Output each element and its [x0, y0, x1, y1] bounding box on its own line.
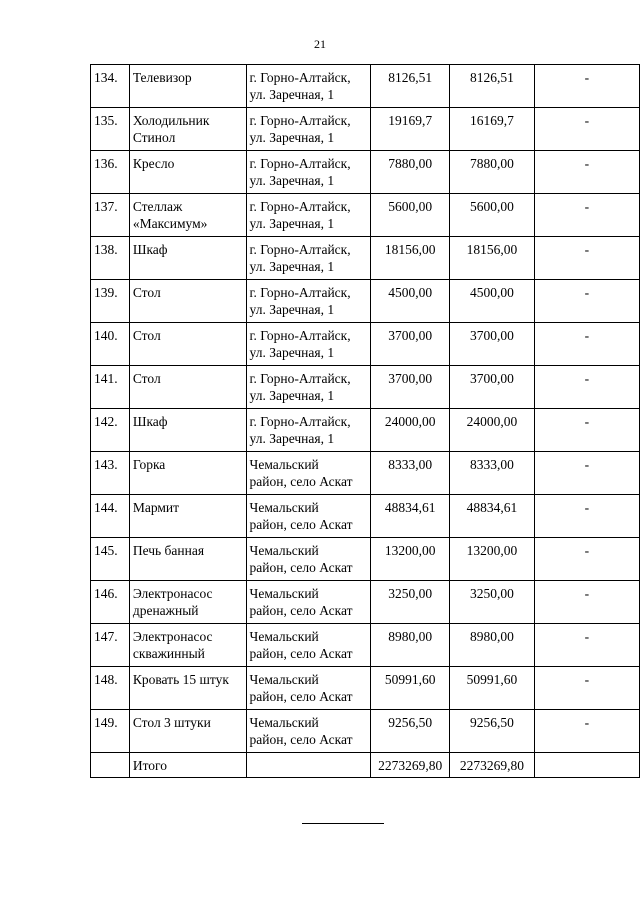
- location-line: г. Горно-Алтайск,: [249, 371, 351, 386]
- value-2: 24000,00: [450, 409, 535, 452]
- location-line: ул. Заречная, 1: [249, 431, 335, 446]
- item-name-line: Мармит: [132, 500, 180, 515]
- item-name-cell: [129, 194, 246, 237]
- item-name-cell: [129, 366, 246, 409]
- location-line: Чемальский: [249, 543, 319, 558]
- location-line: район, село Аскат: [249, 732, 353, 747]
- item-name-line: Шкаф: [132, 242, 168, 257]
- value-1: 8333,00: [371, 452, 450, 495]
- item-name-line: дренажный: [132, 603, 199, 618]
- item-name-cell: [129, 409, 246, 452]
- value-2: 13200,00: [450, 538, 535, 581]
- value-2: 50991,60: [450, 667, 535, 710]
- item-name-cell: [129, 710, 246, 753]
- location-line: Чемальский: [249, 629, 319, 644]
- row-number: 137.: [91, 194, 130, 237]
- value-2: 9256,50: [450, 710, 535, 753]
- location-line: район, село Аскат: [249, 646, 353, 661]
- table-row: [91, 194, 640, 237]
- location-line: г. Горно-Алтайск,: [249, 285, 351, 300]
- location-line: ул. Заречная, 1: [249, 130, 335, 145]
- value-2: 3250,00: [450, 581, 535, 624]
- location-line: ул. Заречная, 1: [249, 302, 335, 317]
- location-line: г. Горно-Алтайск,: [249, 199, 351, 214]
- total-num-cell: [91, 753, 130, 778]
- table-row: [91, 667, 640, 710]
- item-name-line: Шкаф: [132, 414, 168, 429]
- location-cell: [246, 65, 371, 108]
- table-row: [91, 624, 640, 667]
- table-row: [91, 323, 640, 366]
- item-name-line: «Максимум»: [132, 216, 208, 231]
- item-name-cell: [129, 237, 246, 280]
- end-of-document-rule: [302, 823, 384, 824]
- value-1: 50991,60: [371, 667, 450, 710]
- item-name-line: Стол: [132, 328, 161, 343]
- value-1: 5600,00: [371, 194, 450, 237]
- location-cell: [246, 151, 371, 194]
- value-1: 48834,61: [371, 495, 450, 538]
- item-name-line: Стол 3 штуки: [132, 715, 211, 730]
- location-line: г. Горно-Алтайск,: [249, 113, 351, 128]
- value-1: 19169,7: [371, 108, 450, 151]
- item-name-cell: [129, 151, 246, 194]
- item-name-cell: [129, 452, 246, 495]
- location-line: район, село Аскат: [249, 517, 353, 532]
- note-cell: -: [534, 323, 639, 366]
- item-name-cell: [129, 323, 246, 366]
- note-cell: -: [534, 151, 639, 194]
- note-cell: -: [534, 237, 639, 280]
- location-line: ул. Заречная, 1: [249, 173, 335, 188]
- note-cell: -: [534, 667, 639, 710]
- row-number: 136.: [91, 151, 130, 194]
- value-1: 9256,50: [371, 710, 450, 753]
- location-cell: [246, 495, 371, 538]
- value-2: 5600,00: [450, 194, 535, 237]
- value-1: 3700,00: [371, 366, 450, 409]
- row-number: 138.: [91, 237, 130, 280]
- total-label: Итого: [129, 753, 246, 778]
- total-loc-cell: [246, 753, 371, 778]
- value-2: 8980,00: [450, 624, 535, 667]
- item-name-cell: [129, 65, 246, 108]
- location-line: ул. Заречная, 1: [249, 259, 335, 274]
- total-value-1: 2273269,80: [371, 753, 450, 778]
- note-cell: -: [534, 366, 639, 409]
- item-name-line: Телевизор: [132, 70, 192, 85]
- value-2: 16169,7: [450, 108, 535, 151]
- location-line: ул. Заречная, 1: [249, 345, 335, 360]
- table-row: [91, 409, 640, 452]
- location-line: Чемальский: [249, 457, 319, 472]
- note-cell: -: [534, 65, 639, 108]
- location-cell: [246, 323, 371, 366]
- item-name-cell: [129, 538, 246, 581]
- location-line: район, село Аскат: [249, 603, 353, 618]
- location-cell: [246, 581, 371, 624]
- value-1: 7880,00: [371, 151, 450, 194]
- location-line: Чемальский: [249, 500, 319, 515]
- table-row: [91, 108, 640, 151]
- location-line: район, село Аскат: [249, 689, 353, 704]
- note-cell: -: [534, 452, 639, 495]
- row-number: 139.: [91, 280, 130, 323]
- value-2: 7880,00: [450, 151, 535, 194]
- table-row: [91, 366, 640, 409]
- row-number: 142.: [91, 409, 130, 452]
- location-line: г. Горно-Алтайск,: [249, 242, 351, 257]
- note-cell: -: [534, 624, 639, 667]
- row-number: 146.: [91, 581, 130, 624]
- inventory-table: [90, 64, 640, 778]
- location-cell: [246, 108, 371, 151]
- item-name-line: Электронасос: [132, 586, 213, 601]
- item-name-line: Кровать 15 штук: [132, 672, 229, 687]
- item-name-line: Стеллаж: [132, 199, 183, 214]
- location-line: г. Горно-Алтайск,: [249, 414, 351, 429]
- value-1: 18156,00: [371, 237, 450, 280]
- location-cell: [246, 710, 371, 753]
- value-2: 8333,00: [450, 452, 535, 495]
- row-number: 147.: [91, 624, 130, 667]
- location-cell: [246, 538, 371, 581]
- table-row: [91, 452, 640, 495]
- table-row: [91, 581, 640, 624]
- total-note-cell: [534, 753, 639, 778]
- location-line: г. Горно-Алтайск,: [249, 328, 351, 343]
- location-cell: [246, 409, 371, 452]
- item-name-line: Стинол: [132, 130, 176, 145]
- item-name-cell: [129, 280, 246, 323]
- value-2: 3700,00: [450, 323, 535, 366]
- value-2: 4500,00: [450, 280, 535, 323]
- note-cell: -: [534, 581, 639, 624]
- table-row: [91, 65, 640, 108]
- item-name-cell: [129, 581, 246, 624]
- table-row: [91, 151, 640, 194]
- note-cell: -: [534, 108, 639, 151]
- row-number: 145.: [91, 538, 130, 581]
- total-row: [91, 753, 640, 778]
- item-name-cell: [129, 667, 246, 710]
- value-1: 3700,00: [371, 323, 450, 366]
- row-number: 140.: [91, 323, 130, 366]
- location-cell: [246, 194, 371, 237]
- item-name-line: Стол: [132, 371, 161, 386]
- location-line: ул. Заречная, 1: [249, 87, 335, 102]
- table-body: [91, 65, 640, 778]
- row-number: 143.: [91, 452, 130, 495]
- row-number: 149.: [91, 710, 130, 753]
- value-1: 24000,00: [371, 409, 450, 452]
- location-line: г. Горно-Алтайск,: [249, 156, 351, 171]
- value-2: 48834,61: [450, 495, 535, 538]
- note-cell: -: [534, 538, 639, 581]
- table-row: [91, 280, 640, 323]
- item-name-line: Стол: [132, 285, 161, 300]
- item-name-line: Горка: [132, 457, 166, 472]
- item-name-cell: [129, 108, 246, 151]
- item-name-line: Печь банная: [132, 543, 205, 558]
- row-number: 144.: [91, 495, 130, 538]
- item-name-line: Электронасос: [132, 629, 213, 644]
- value-2: 18156,00: [450, 237, 535, 280]
- location-cell: [246, 366, 371, 409]
- location-cell: [246, 667, 371, 710]
- value-1: 4500,00: [371, 280, 450, 323]
- table-row: [91, 237, 640, 280]
- location-line: ул. Заречная, 1: [249, 216, 335, 231]
- note-cell: -: [534, 495, 639, 538]
- row-number: 148.: [91, 667, 130, 710]
- item-name-line: Кресло: [132, 156, 175, 171]
- location-line: г. Горно-Алтайск,: [249, 70, 351, 85]
- location-line: район, село Аскат: [249, 560, 353, 575]
- item-name-cell: [129, 495, 246, 538]
- value-1: 3250,00: [371, 581, 450, 624]
- value-1: 13200,00: [371, 538, 450, 581]
- page-number: 21: [314, 37, 326, 51]
- value-1: 8126,51: [371, 65, 450, 108]
- location-line: район, село Аскат: [249, 474, 353, 489]
- value-2: 3700,00: [450, 366, 535, 409]
- item-name-cell: [129, 624, 246, 667]
- value-1: 8980,00: [371, 624, 450, 667]
- note-cell: -: [534, 280, 639, 323]
- table-row: [91, 710, 640, 753]
- location-line: Чемальский: [249, 672, 319, 687]
- total-value-2: 2273269,80: [450, 753, 535, 778]
- note-cell: -: [534, 710, 639, 753]
- table-row: [91, 538, 640, 581]
- row-number: 134.: [91, 65, 130, 108]
- location-cell: [246, 452, 371, 495]
- value-2: 8126,51: [450, 65, 535, 108]
- note-cell: -: [534, 409, 639, 452]
- location-cell: [246, 237, 371, 280]
- note-cell: -: [534, 194, 639, 237]
- item-name-line: скважинный: [132, 646, 205, 661]
- location-line: ул. Заречная, 1: [249, 388, 335, 403]
- location-line: Чемальский: [249, 586, 319, 601]
- location-cell: [246, 624, 371, 667]
- row-number: 141.: [91, 366, 130, 409]
- item-name-line: Холодильник: [132, 113, 210, 128]
- location-line: Чемальский: [249, 715, 319, 730]
- row-number: 135.: [91, 108, 130, 151]
- table-row: [91, 495, 640, 538]
- location-cell: [246, 280, 371, 323]
